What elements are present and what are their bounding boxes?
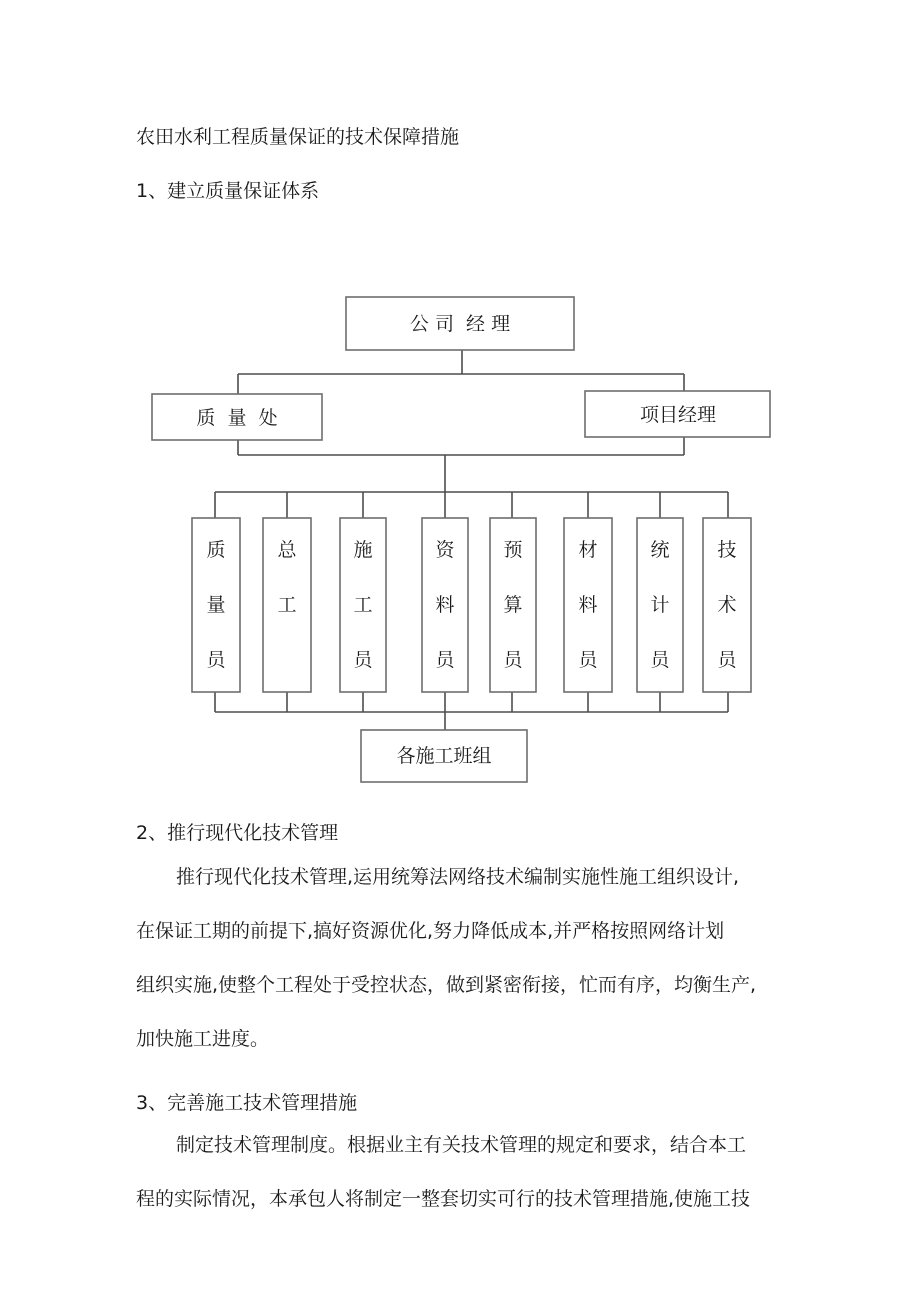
document-title: 农田水利工程质量保证的技术保障措施 <box>136 126 460 148</box>
paragraph-line: 推行现代化技术管理,运用统筹法网络技术编制实施性施工组织设计, <box>176 866 740 888</box>
section-2-paragraph <box>136 862 796 1078</box>
paragraph-line: 加快施工进度。 <box>136 1028 270 1050</box>
role-label: 技术员 <box>717 539 737 671</box>
role-label: 材料员 <box>578 539 598 671</box>
role-label: 施工员 <box>353 539 373 671</box>
role-label: 预算员 <box>503 539 523 671</box>
company-manager-label: 公 司 经 理 <box>409 313 511 335</box>
section-1-heading: 1、建立质量保证体系 <box>136 180 320 202</box>
role-label: 质量员 <box>206 539 226 671</box>
work-teams-label: 各施工班组 <box>396 745 492 767</box>
quality-dept-label: 质 量 处 <box>196 407 278 429</box>
paragraph-line: 程的实际情况，本承包人将制定一整套切实可行的技术管理措施,使施工技 <box>136 1188 751 1210</box>
role-boxes <box>192 518 751 692</box>
paragraph-line: 在保证工期的前提下,搞好资源优化,努力降低成本,并严格按照网络计划 <box>136 920 725 942</box>
section-3-paragraph <box>136 1130 796 1238</box>
project-manager-label: 项目经理 <box>639 404 717 426</box>
section-2-heading: 2、推行现代化技术管理 <box>136 822 339 844</box>
section-3-heading: 3、完善施工技术管理措施 <box>136 1092 358 1114</box>
role-label: 资料员 <box>435 539 455 671</box>
paragraph-line: 制定技术管理制度。根据业主有关技术管理的规定和要求，结合本工 <box>176 1134 747 1156</box>
role-label: 总工 <box>277 539 297 616</box>
paragraph-line: 组织实施,使整个工程处于受控状态，做到紧密衔接，忙而有序，均衡生产, <box>136 974 757 996</box>
role-label: 统计员 <box>650 539 670 671</box>
